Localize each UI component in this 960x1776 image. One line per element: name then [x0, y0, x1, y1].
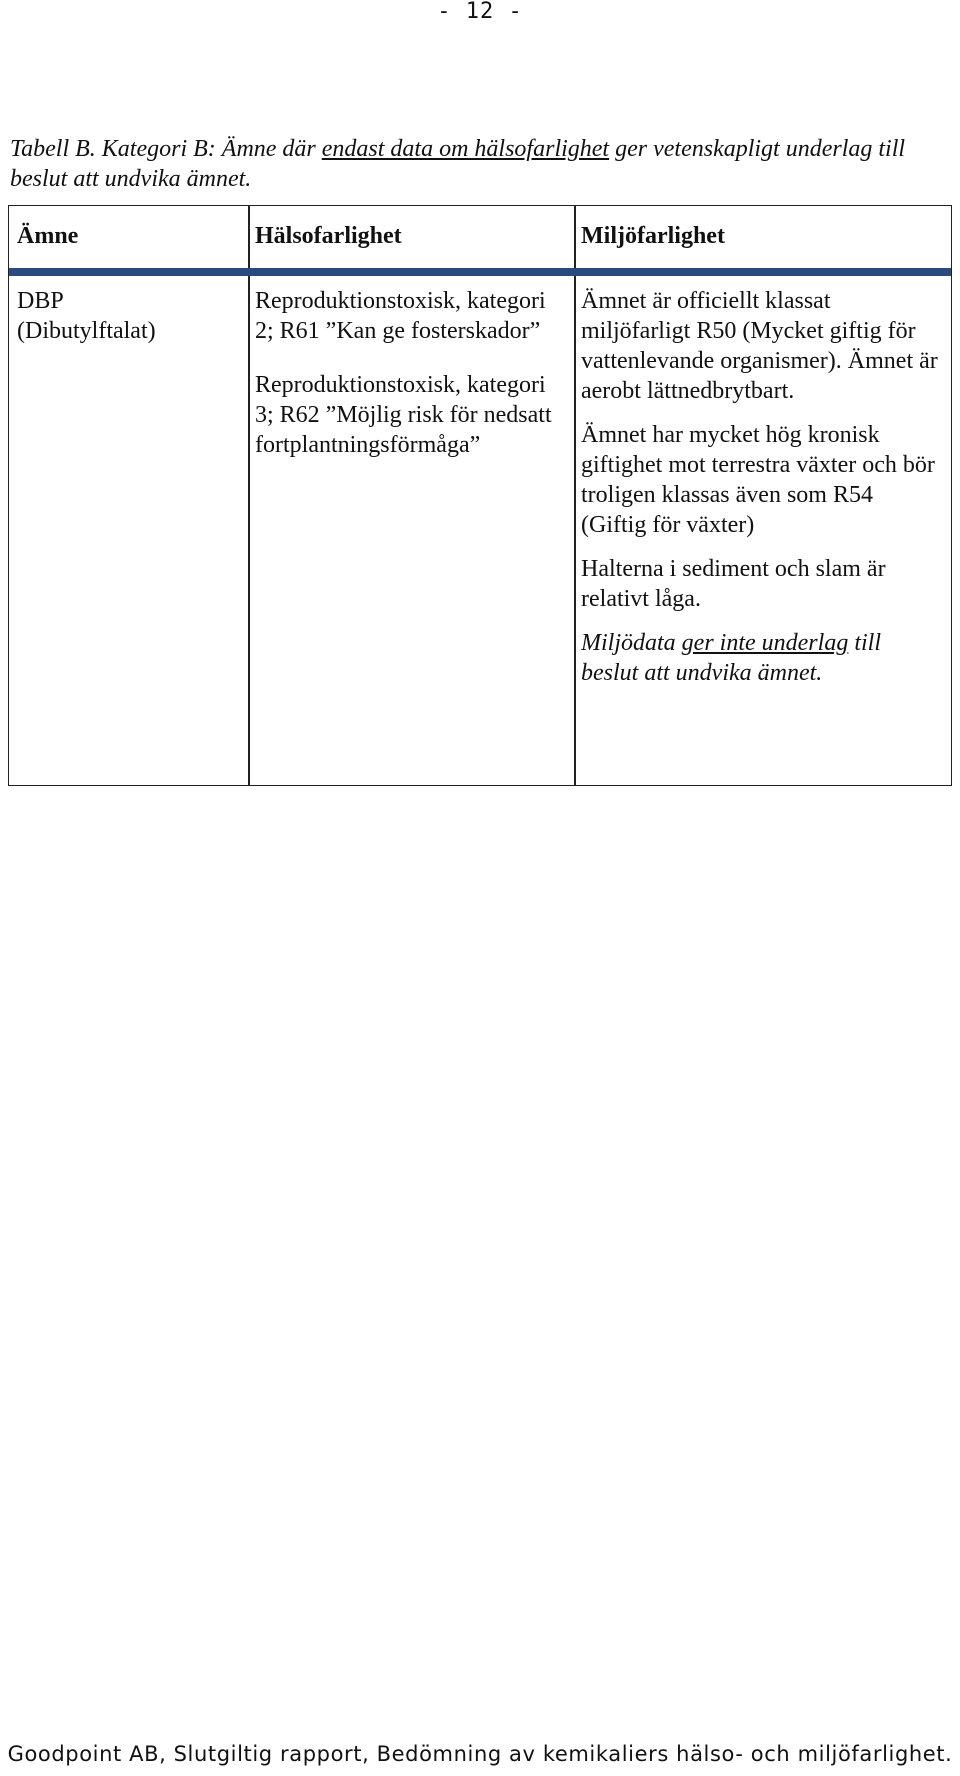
header-substance: Ämne: [17, 223, 79, 249]
cell-substance: [17, 286, 242, 346]
cell-environment-hazard: [581, 286, 943, 688]
health-item: Reproduktionstoxisk, kategori 2; R61 ”Kan ge fosterskador”: [255, 288, 546, 344]
page-number: - 12 -: [437, 0, 523, 24]
conclusion-prefix: Miljödata: [581, 630, 682, 656]
health-item: Reproduktionstoxisk, kategori 3; R62 ”Möjlig risk för nedsatt fortplantningsförmåga”: [255, 372, 552, 458]
caption-prefix: Tabell B. Kategori B: Ämne där: [10, 136, 322, 162]
column-divider: [248, 206, 250, 785]
header-environment-hazard: Miljöfarlighet: [581, 223, 725, 249]
conclusion-underlined: ger inte underlag: [681, 630, 849, 656]
substance-abbr: DBP: [17, 288, 64, 314]
header-bar: [9, 268, 951, 276]
caption-underlined: endast data om hälsofarlighet: [321, 136, 610, 162]
cell-health-hazard: [255, 286, 567, 460]
environment-conclusion: [581, 628, 943, 688]
table-header-row: [9, 206, 951, 268]
header-health-hazard: Hälsofarlighet: [255, 223, 402, 249]
table-caption: [10, 134, 950, 194]
column-divider: [574, 206, 576, 785]
environment-item: Ämnet har mycket hög kronisk giftighet mot terrestra växter och bör troligen klassas även som R54 (Giftig för växter): [581, 422, 935, 538]
substance-table: [8, 205, 952, 786]
environment-item: Halterna i sediment och slam är relativt låga.: [581, 556, 886, 612]
substance-name: (Dibutylftalat): [17, 318, 156, 344]
page-footer: Goodpoint AB, Slutgiltig rapport, Bedömning av kemikaliers hälso- och miljöfarlighet.: [7, 1742, 953, 1766]
environment-item: Ämnet är officiellt klassat miljöfarligt R50 (Mycket giftig för vattenlevande organismer). Ämnet är aerobt lättnedbrytbart.: [581, 288, 938, 404]
caption-suffix: ger vetenskapligt underlag till beslut att undvika ämnet.: [10, 136, 906, 192]
conclusion-suffix: till beslut att undvika ämnet.: [581, 630, 881, 686]
